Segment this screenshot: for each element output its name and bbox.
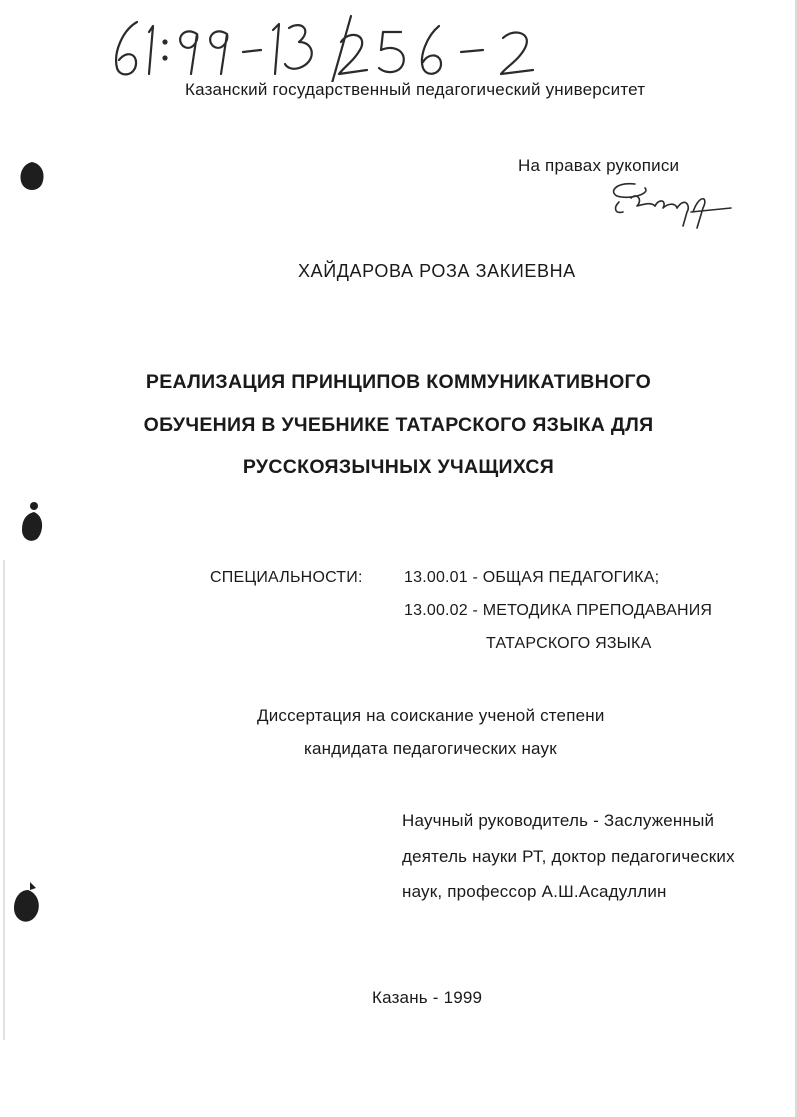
specialty-item: 13.00.02 - МЕТОДИКА ПРЕПОДАВАНИЯ — [404, 602, 713, 619]
city-year: Казань - 1999 — [372, 988, 483, 1007]
dissertation-degree-line-2: кандидата педагогических наук — [304, 739, 557, 758]
supervisor-line-3: наук, профессор А.Ш.Асадуллин — [402, 882, 667, 901]
handwritten-archive-code — [105, 12, 545, 82]
university-name: Казанский государственный педагогический университет — [185, 80, 646, 99]
supervisor-line-2: деятель науки РТ, доктор педагогических — [402, 847, 735, 866]
punch-hole-mark-icon — [18, 500, 48, 544]
punch-hole-mark-icon — [18, 160, 48, 194]
supervisor-line-1: Научный руководитель - Заслуженный — [402, 811, 715, 830]
author-name: ХАЙДАРОВА РОЗА ЗАКИЕВНА — [298, 261, 576, 281]
thesis-title-line-3: РУССКОЯЗЫЧНЫХ УЧАЩИХСЯ — [242, 456, 555, 478]
specialties-label: СПЕЦИАЛЬНОСТИ: — [210, 569, 363, 586]
dissertation-degree-line-1: Диссертация на соискание ученой степени — [257, 706, 605, 725]
manuscript-rights-note: На правах рукописи — [518, 156, 680, 175]
scan-edge-shadow — [3, 560, 5, 1040]
thesis-title-line-1: РЕАЛИЗАЦИЯ ПРИНЦИПОВ КОММУНИКАТИВНОГО — [145, 371, 652, 393]
specialty-item-continuation: ТАТАРСКОГО ЯЗЫКА — [486, 635, 652, 652]
thesis-title-line-2: ОБУЧЕНИЯ В УЧЕБНИКЕ ТАТАРСКОГО ЯЗЫКА ДЛЯ — [143, 414, 654, 436]
punch-hole-mark-icon — [12, 880, 44, 926]
specialty-item: 13.00.01 - ОБЩАЯ ПЕДАГОГИКА; — [404, 569, 660, 586]
author-signature-icon — [605, 178, 735, 233]
